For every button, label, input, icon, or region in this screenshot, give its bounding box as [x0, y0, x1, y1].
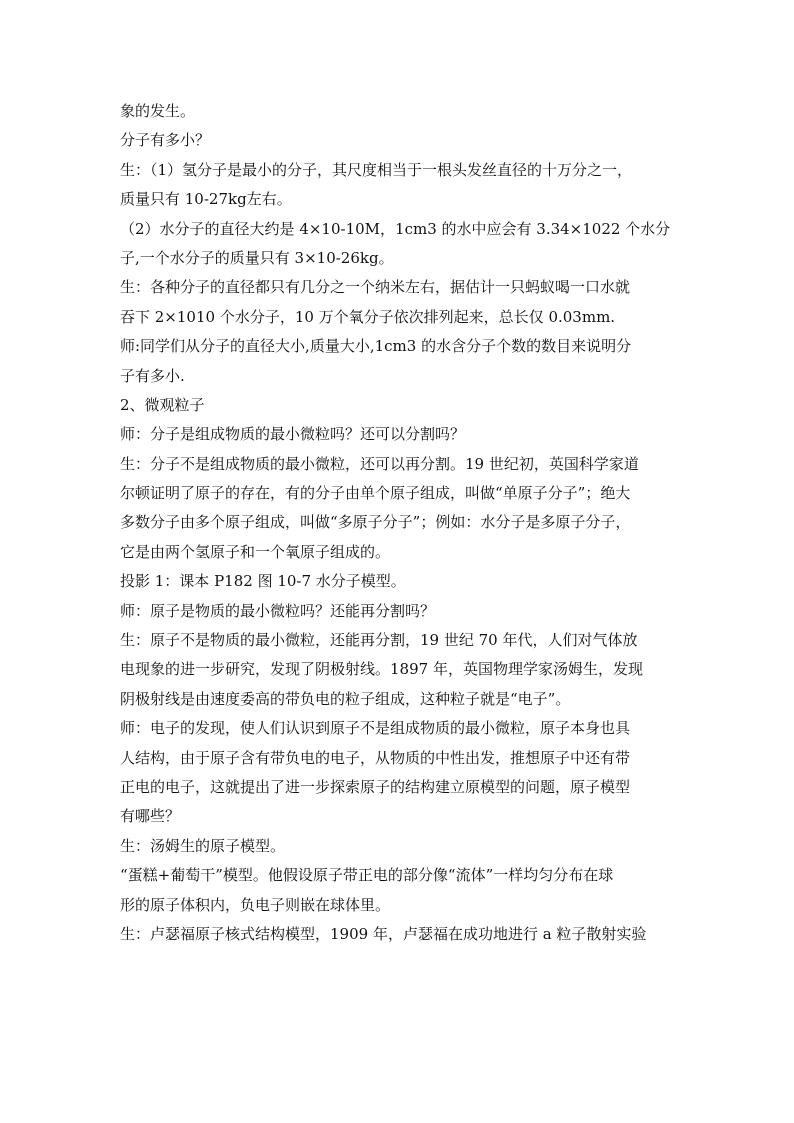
text-line: 投影 1：课本 P182 图 10-7 水分子模型。	[120, 572, 406, 591]
text-line: 电现象的进一步研究，发现了阴极射线。1897 年，英国物理学家汤姆生，发现	[120, 660, 643, 679]
text-line: 师：电子的发现，使人们认识到原子不是组成物质的最小微粒，原子本身也具	[120, 719, 631, 738]
text-line: 形的原子体积内，负电子则嵌在球体里。	[120, 895, 391, 914]
text-line: 生：卢瑟福原子核式结构模型，1909 年，卢瑟福在成功地进行 a 粒子散射实验	[120, 924, 647, 943]
text-line: 有哪些？	[120, 807, 181, 826]
text-line: 吞下 2×1010 个水分子，10 万个氧分子依次排列起来，总长仅 0.03mm.	[120, 307, 616, 326]
text-line: 生：汤姆生的原子模型。	[120, 836, 286, 855]
text-line: 象的发生。	[120, 102, 196, 120]
text-line: 质量只有 10-27kg左右。	[120, 190, 292, 209]
text-line: 生：各种分子的直径都只有几分之一个纳米左右，据估计一只蚂蚁喝一口水就	[120, 278, 631, 297]
text-line: “蛋糕+葡萄干”模型。他假设原子带正电的部分像“流体”一样均匀分布在球	[120, 866, 614, 885]
text-line: 子,一个水分子的质量只有 3×10-26kg。	[120, 248, 394, 267]
text-line: 师：分子是组成物质的最小微粒吗？还可以分割吗？	[120, 425, 466, 444]
text-line: 师:同学们从分子的直径大小,质量大小,1cm3 的水含分子个数的数目来说明分	[120, 337, 632, 356]
text-line: 人结构，由于原子含有带负电的电子，从物质的中性出发，推想原子中还有带	[120, 748, 631, 767]
text-line: 生：分子不是组成物质的最小微粒，还可以再分割。19 世纪初，英国科学家道	[120, 454, 639, 473]
text-line: 正电的电子，这就提出了进一步探索原子的结构建立原模型的问题，原子模型	[120, 777, 631, 796]
text-line: 尔顿证明了原子的存在，有的分子由单个原子组成，叫做“单原子分子”；绝大	[120, 484, 631, 503]
text-line: 它是由两个氢原子和一个氧原子组成的。	[120, 542, 391, 561]
document-body	[120, 97, 680, 949]
text-line: （2）水分子的直径大约是 4×10-10M，1cm3 的水中应会有 3.34×1022 个水分	[120, 219, 671, 238]
section-question: 分子有多小？	[120, 131, 211, 150]
text-line: 多数分子由多个原子组成，叫做“多原子分子”；例如：水分子是多原子分子，	[120, 513, 631, 532]
section-heading: 2、微观粒子	[120, 395, 205, 414]
text-line: 子有多小.	[120, 366, 185, 385]
text-line: 生：（1）氢分子是最小的分子，其尺度相当于一根头发丝直径的十万分之一，	[120, 160, 633, 179]
text-line: 师：原子是物质的最小微粒吗？还能再分割吗？	[120, 601, 436, 620]
text-line: 生：原子不是物质的最小微粒，还能再分割，19 世纪 70 年代，人们对气体放	[120, 631, 638, 650]
text-line: 阴极射线是由速度委高的带负电的粒子组成，这种粒子就是“电子”。	[120, 689, 571, 708]
